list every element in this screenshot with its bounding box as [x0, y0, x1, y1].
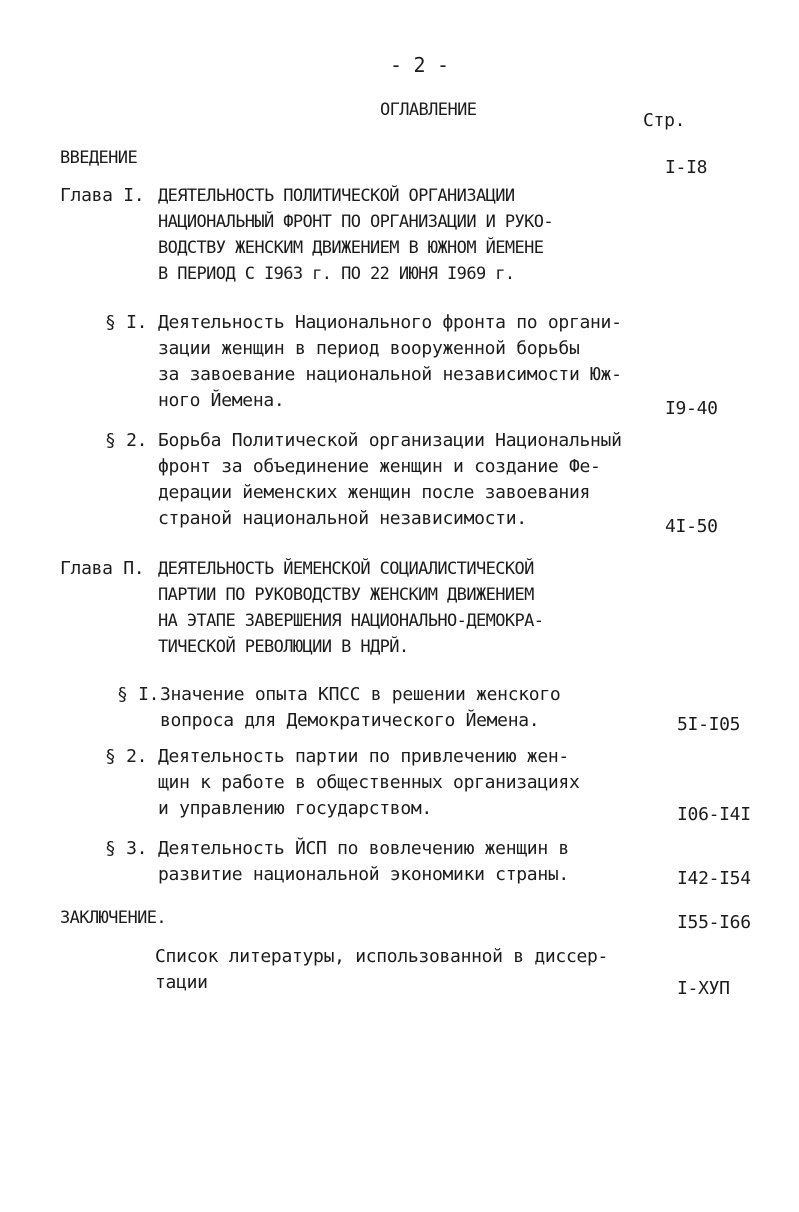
section-title-line: Борьба Политической организации Национальный — [158, 430, 622, 451]
section-pages: I06-I4I — [677, 804, 751, 825]
toc-entry-pages: I55-I66 — [677, 912, 751, 933]
section-label: § I. — [105, 312, 148, 333]
chapter-title-line: ТИЧЕСКОЙ РЕВОЛЮЦИИ В НДРЙ. — [158, 637, 409, 657]
page-column-header: Стр. — [643, 110, 686, 131]
toc-entry-label: ВВЕДЕНИЕ — [60, 148, 138, 168]
chapter-title-line: ПАРТИИ ПО РУКОВОДСТВУ ЖЕНСКИМ ДВИЖЕНИЕМ — [158, 585, 534, 605]
bibliography-line: тации — [155, 972, 208, 993]
section-title-line: страной национальной независимости. — [158, 508, 527, 529]
section-label: § 2. — [105, 430, 148, 451]
page-number: - 2 - — [390, 53, 449, 77]
page-title: ОГЛАВЛЕНИЕ — [380, 100, 477, 120]
toc-entry-label: ЗАКЛЮЧЕНИЕ. — [60, 908, 166, 928]
section-pages: I9-40 — [665, 398, 718, 419]
section-label: § 3. — [105, 838, 148, 859]
section-title-line: вопроса для Демократического Йемена. — [160, 710, 540, 731]
section-title-line: Деятельность ЙСП по вовлечению женщин в — [158, 838, 569, 859]
section-pages: I42-I54 — [677, 868, 751, 889]
bibliography-line: Список литературы, использованной в диссер- — [155, 946, 609, 967]
section-title-line: дерации йеменских женщин после завоевания — [158, 482, 591, 503]
chapter-label: Глава I. — [60, 185, 145, 206]
chapter-title-line: ДЕЯТЕЛЬНОСТЬ ПОЛИТИЧЕСКОЙ ОРГАНИЗАЦИИ — [158, 186, 515, 206]
section-title-line: зации женщин в период вооруженной борьбы — [158, 338, 580, 359]
section-label: § I. — [117, 684, 160, 705]
chapter-title-line: В ПЕРИОД С I963 г. ПО 22 ИЮНЯ I969 г. — [158, 264, 515, 284]
section-title-line: фронт за объединение женщин и создание Фе- — [158, 456, 601, 477]
toc-entry-pages: I-ХУП — [677, 978, 730, 999]
section-title-line: щин к работе в общественных организациях — [158, 772, 580, 793]
chapter-label: Глава П. — [60, 558, 145, 579]
section-title-line: за завоевание национальной независимости Юж- — [158, 364, 622, 385]
chapter-title-line: ДЕЯТЕЛЬНОСТЬ ЙЕМЕНСКОЙ СОЦИАЛИСТИЧЕСКОЙ — [158, 559, 534, 579]
section-title-line: развитие национальной экономики страны. — [158, 864, 569, 885]
section-title-line: Значение опыта КПСС в решении женского — [160, 684, 561, 705]
section-title-line: и управлению государством. — [158, 798, 432, 819]
section-title-line: ного Йемена. — [158, 390, 285, 411]
section-title-line: Деятельность Национального фронта по органи- — [158, 312, 622, 333]
section-pages: 4I-50 — [665, 516, 718, 537]
section-label: § 2. — [105, 746, 148, 767]
toc-entry-pages: I-I8 — [665, 157, 708, 178]
section-pages: 5I-I05 — [677, 714, 741, 735]
chapter-title-line: НА ЭТАПЕ ЗАВЕРШЕНИЯ НАЦИОНАЛЬНО-ДЕМОКРА- — [158, 611, 544, 631]
chapter-title-line: НАЦИОНАЛЬНЫЙ ФРОНТ ПО ОРГАНИЗАЦИИ И РУКО- — [158, 212, 554, 232]
chapter-title-line: ВОДСТВУ ЖЕНСКИМ ДВИЖЕНИЕМ В ЮЖНОМ ЙЕМЕНЕ — [158, 238, 544, 258]
section-title-line: Деятельность партии по привлечению жен- — [158, 746, 569, 767]
